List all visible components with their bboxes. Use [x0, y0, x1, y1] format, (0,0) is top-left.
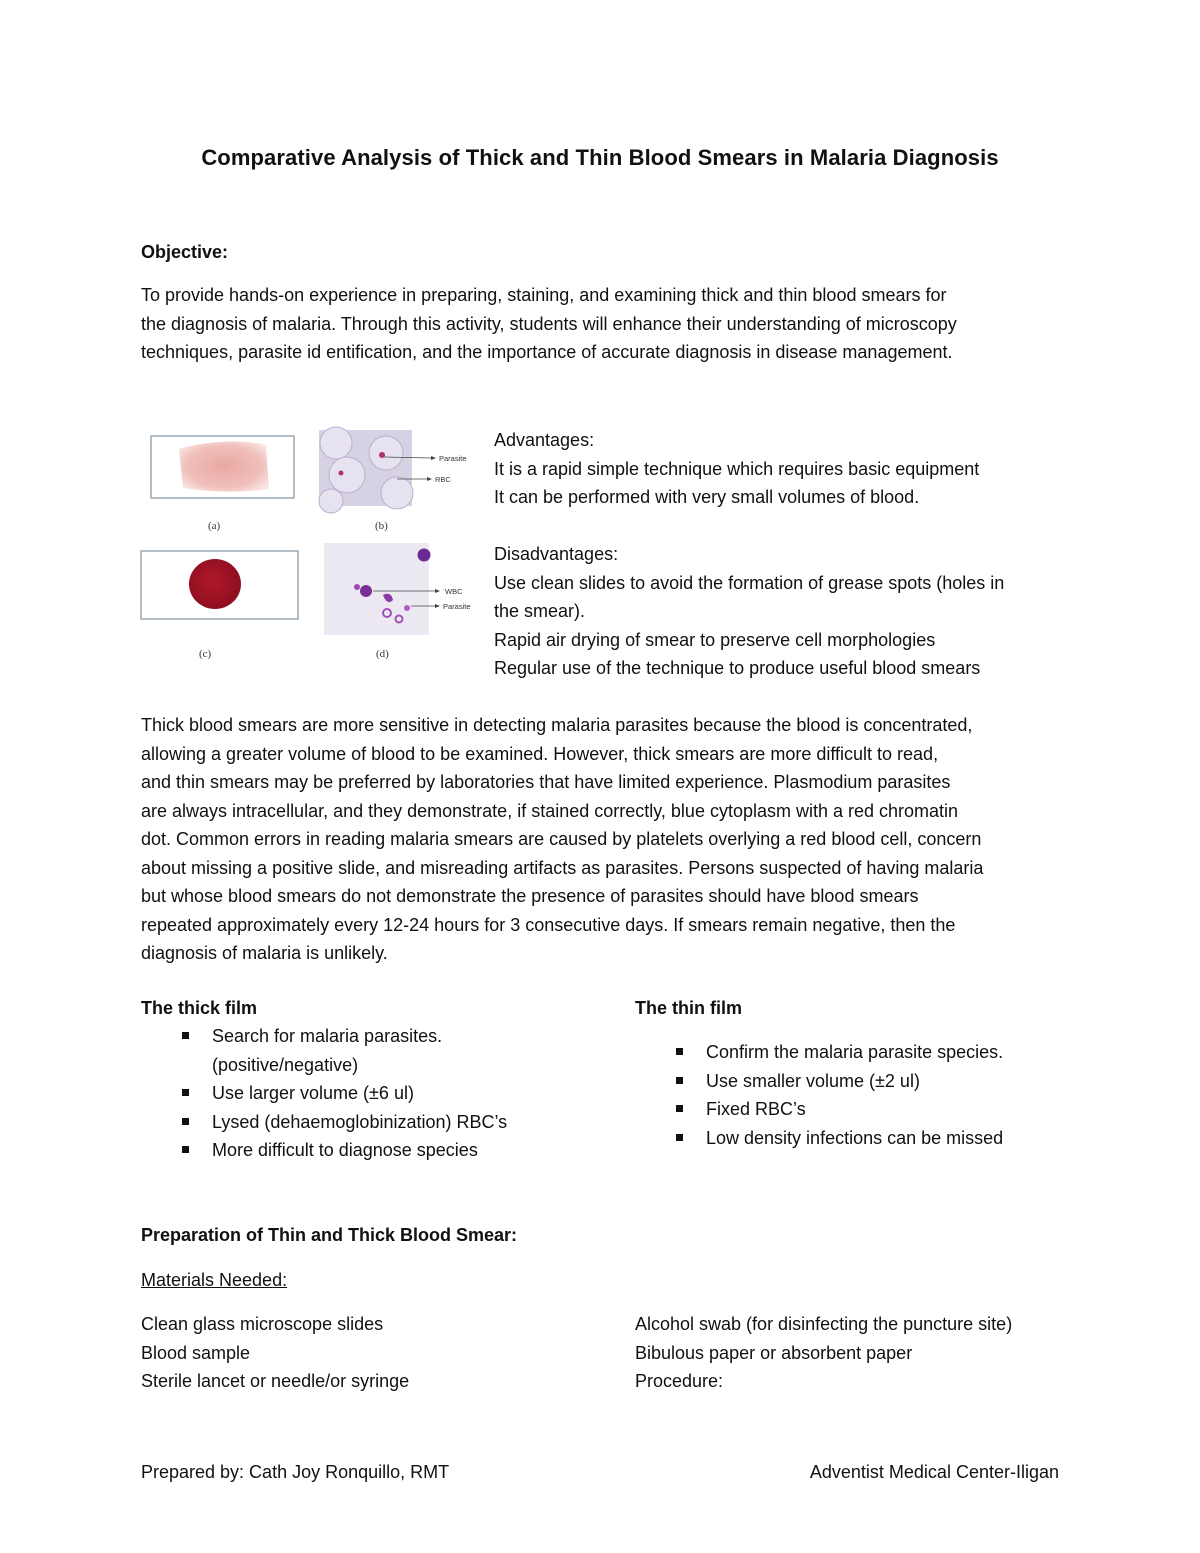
- thick-film-item: Use larger volume (±6 ul): [141, 1079, 581, 1108]
- disadvantages-heading: Disadvantages:: [494, 544, 619, 564]
- material-item: Bibulous paper or absorbent paper: [635, 1342, 913, 1363]
- footer-institution: Adventist Medical Center-Iligan: [809, 1462, 1059, 1482]
- blood-smear-figure: [135, 425, 490, 670]
- materials-heading: Materials Needed:: [141, 1270, 288, 1290]
- caption-b: (b): [375, 520, 388, 532]
- caption-c: (c): [199, 648, 212, 660]
- thin-smear-area: [179, 442, 269, 492]
- caption-d: (d): [376, 648, 389, 660]
- rbc-cell: [329, 457, 365, 493]
- discussion-line: repeated approximately every 12-24 hours for 3 consecutive days. If smears remain negative, then the: [141, 914, 956, 935]
- wbc-cell: [418, 549, 431, 562]
- discussion-line: dot. Common errors in reading malaria smears are caused by platelets overlying a red blood cell, concern: [141, 829, 982, 849]
- discussion-line: are always intracellular, and they demonstrate, if stained correctly, blue cytoplasm with a red chromatin: [141, 800, 959, 821]
- material-item: Blood sample: [141, 1342, 251, 1363]
- pointer-arrowhead: [435, 589, 440, 593]
- discussion-line: Thick blood smears are more sensitive in detecting malaria parasites because the blood is concentrated,: [141, 715, 973, 735]
- rbc-cell: [320, 427, 352, 459]
- disadvantages-block: [494, 540, 1004, 683]
- discussion-line: about missing a positive slide, and misreading artifacts as parasites. Persons suspected of having malaria: [141, 857, 984, 878]
- label-wbc: WBC: [445, 587, 463, 596]
- thin-film-list: [635, 1038, 1075, 1152]
- material-item: Sterile lancet or needle/or syringe: [141, 1371, 410, 1391]
- thin-film-heading: The thin film: [635, 998, 742, 1018]
- procedure-label: Procedure:: [635, 1371, 724, 1391]
- advantages-block: [494, 426, 979, 512]
- thick-smear-drop: [189, 559, 241, 609]
- rbc-cell: [369, 436, 403, 470]
- pointer-arrowhead: [431, 456, 436, 460]
- thick-film-item: More difficult to diagnose species: [141, 1136, 581, 1165]
- advantage-item: It can be performed with very small volumes of blood.: [494, 487, 920, 507]
- blood-smear-figure-svg: [135, 425, 490, 670]
- discussion-line: allowing a greater volume of blood to be examined. However, thick smears are more difficult to read,: [141, 743, 939, 764]
- discussion-line: but whose blood smears do not demonstrate the presence of parasites should have blood smears: [141, 886, 919, 906]
- rbc-cell: [381, 477, 413, 509]
- materials-right-column: [635, 1310, 1012, 1396]
- objective-line: the diagnosis of malaria. Through this activity, students will enhance their understanding of microscopy: [141, 313, 957, 334]
- disadvantage-line: Use clean slides to avoid the formation of grease spots (holes in: [494, 572, 1005, 593]
- objective-line: To provide hands-on experience in preparing, staining, and examining thick and thin blood smears for: [141, 285, 947, 305]
- document-title: Comparative Analysis of Thick and Thin Blood Smears in Malaria Diagnosis: [201, 145, 999, 170]
- label-parasite-d: Parasite: [443, 602, 471, 611]
- label-rbc: RBC: [435, 475, 451, 484]
- material-item: Alcohol swab (for disinfecting the puncture site): [635, 1314, 1013, 1334]
- disadvantage-line: Regular use of the technique to produce useful blood smears: [494, 658, 981, 678]
- objective-paragraph: [141, 281, 1071, 367]
- panel-c-thick-smear-slide: [141, 551, 298, 660]
- thick-film-item-text: Search for malaria parasites.: [212, 1026, 443, 1046]
- advantage-item: It is a rapid simple technique which requires basic equipment: [494, 458, 980, 479]
- thick-film-list: [141, 1022, 581, 1165]
- thin-film-item: Use smaller volume (±2 ul): [635, 1067, 1075, 1096]
- parasite-dot: [404, 605, 410, 611]
- micrograph-d-bg: [324, 543, 429, 635]
- materials-left-column: [141, 1310, 409, 1396]
- disadvantage-line: Rapid air drying of smear to preserve cell morphologies: [494, 629, 936, 650]
- preparation-heading: Preparation of Thin and Thick Blood Smear:: [141, 1225, 518, 1245]
- material-item: Clean glass microscope slides: [141, 1314, 384, 1334]
- parasite-dot: [339, 471, 344, 476]
- thick-film-item: [141, 1022, 581, 1079]
- thick-film-heading: The thick film: [141, 998, 258, 1018]
- wbc-cell: [360, 585, 372, 597]
- pointer-arrowhead: [427, 477, 432, 481]
- panel-d-thick-smear-micrograph: [324, 543, 471, 660]
- discussion-line: and thin smears may be preferred by laboratories that have limited experience. Plasmodium parasites: [141, 772, 951, 792]
- thin-film-item: Low density infections can be missed: [635, 1124, 1075, 1153]
- panel-a-thin-smear-slide: [151, 436, 294, 532]
- discussion-paragraph: [141, 711, 1071, 968]
- label-parasite: Parasite: [439, 454, 467, 463]
- parasite-dot: [354, 584, 360, 590]
- thin-film-item: Fixed RBC’s: [635, 1095, 1075, 1124]
- footer-prepared-by: Prepared by: Cath Joy Ronquillo, RMT: [141, 1462, 450, 1482]
- objective-line: techniques, parasite id entification, and the importance of accurate diagnosis in disease management.: [141, 342, 953, 362]
- advantages-heading: Advantages:: [494, 430, 595, 450]
- pointer-arrowhead: [435, 604, 440, 608]
- disadvantage-line: the smear).: [494, 601, 586, 621]
- rbc-cell: [319, 489, 343, 513]
- caption-a: (a): [208, 520, 221, 532]
- discussion-line: diagnosis of malaria is unlikely.: [141, 943, 388, 963]
- objective-heading: Objective:: [141, 242, 229, 262]
- panel-b-thin-smear-micrograph: [319, 427, 467, 532]
- thick-film-item: Lysed (dehaemoglobinization) RBC’s: [141, 1108, 581, 1137]
- thick-film-item-text-continued: (positive/negative): [212, 1054, 359, 1075]
- thin-film-item: Confirm the malaria parasite species.: [635, 1038, 1075, 1067]
